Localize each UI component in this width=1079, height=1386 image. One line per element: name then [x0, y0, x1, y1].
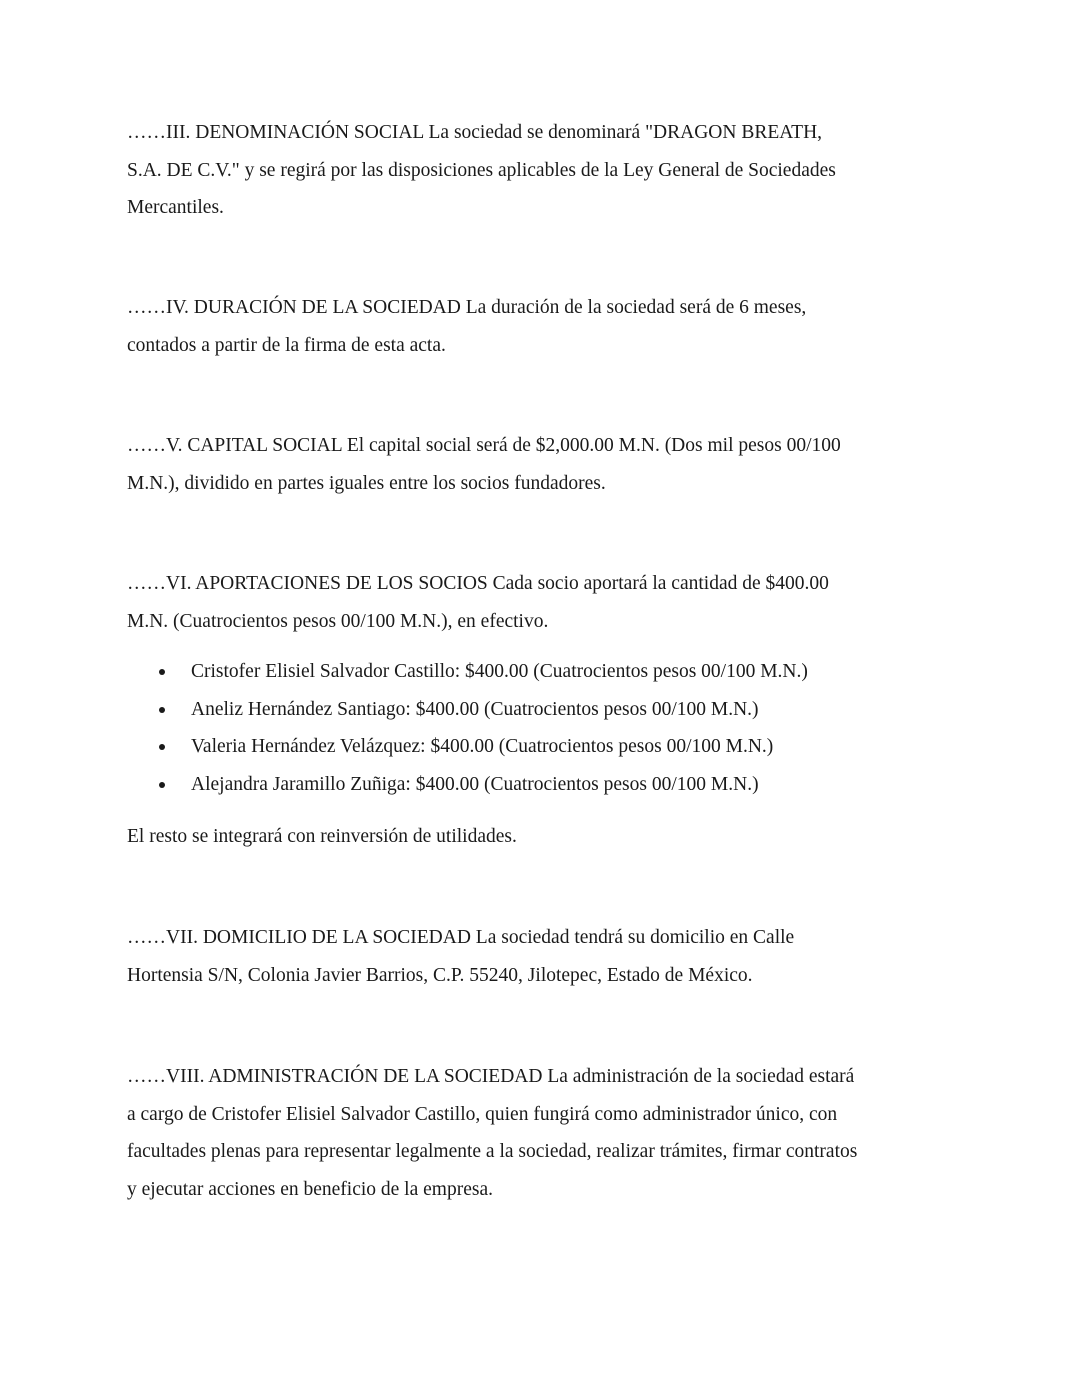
paragraph-line: a cargo de Cristofer Elisiel Salvador Castillo, quien fungirá como administrador único, con [127, 1103, 838, 1125]
section-duracion [127, 289, 927, 364]
paragraph-line: M.N. (Cuatrocientos pesos 00/100 M.N.), en efectivo. [127, 610, 549, 632]
paragraph-line: ……VIII. ADMINISTRACIÓN DE LA SOCIEDAD La administración de la sociedad estará [127, 1066, 855, 1087]
section-aportaciones [127, 565, 927, 640]
paragraph-line: contados a partir de la firma de esta acta. [127, 334, 446, 356]
section-domicilio [127, 919, 927, 994]
paragraph-line: ……VI. APORTACIONES DE LOS SOCIOS Cada socio aportará la cantidad de $400.00 [127, 573, 829, 594]
paragraph-line: ……IV. DURACIÓN DE LA SOCIEDAD La duración de la sociedad será de 6 meses, [127, 297, 807, 318]
section-capital-social [127, 427, 927, 502]
paragraph-line: facultades plenas para representar legalmente a la sociedad, realizar trámites, firmar contratos [127, 1141, 858, 1162]
paragraph-line: Mercantiles. [127, 197, 224, 218]
contributions-list [127, 653, 927, 804]
list-item: Aneliz Hernández Santiago: $400.00 (Cuatrocientos pesos 00/100 M.N.) [127, 691, 927, 729]
paragraph-line: El resto se integrará con reinversión de utilidades. [127, 826, 517, 847]
paragraph-line: S.A. DE C.V." y se regirá por las disposiciones aplicables de la Ley General de Sociedades [127, 159, 836, 181]
paragraph-line: ……III. DENOMINACIÓN SOCIAL La sociedad se denominará "DRAGON BREATH, [127, 122, 823, 143]
section-denominacion-social [127, 114, 927, 227]
aportaciones-closing [127, 818, 927, 856]
paragraph-line: ……V. CAPITAL SOCIAL El capital social será de $2,000.00 M.N. (Dos mil pesos 00/100 [127, 435, 841, 456]
paragraph-line: Hortensia S/N, Colonia Javier Barrios, C.P. 55240, Jilotepec, Estado de México. [127, 964, 753, 986]
paragraph-line: M.N.), dividido en partes iguales entre los socios fundadores. [127, 472, 606, 494]
list-item: Valeria Hernández Velázquez: $400.00 (Cuatrocientos pesos 00/100 M.N.) [127, 728, 927, 766]
list-item: Cristofer Elisiel Salvador Castillo: $400.00 (Cuatrocientos pesos 00/100 M.N.) [127, 653, 927, 691]
list-item: Alejandra Jaramillo Zuñiga: $400.00 (Cuatrocientos pesos 00/100 M.N.) [127, 766, 927, 804]
paragraph-line: y ejecutar acciones en beneficio de la empresa. [127, 1178, 493, 1200]
section-administracion [127, 1058, 927, 1208]
paragraph-line: ……VII. DOMICILIO DE LA SOCIEDAD La sociedad tendrá su domicilio en Calle [127, 927, 795, 948]
